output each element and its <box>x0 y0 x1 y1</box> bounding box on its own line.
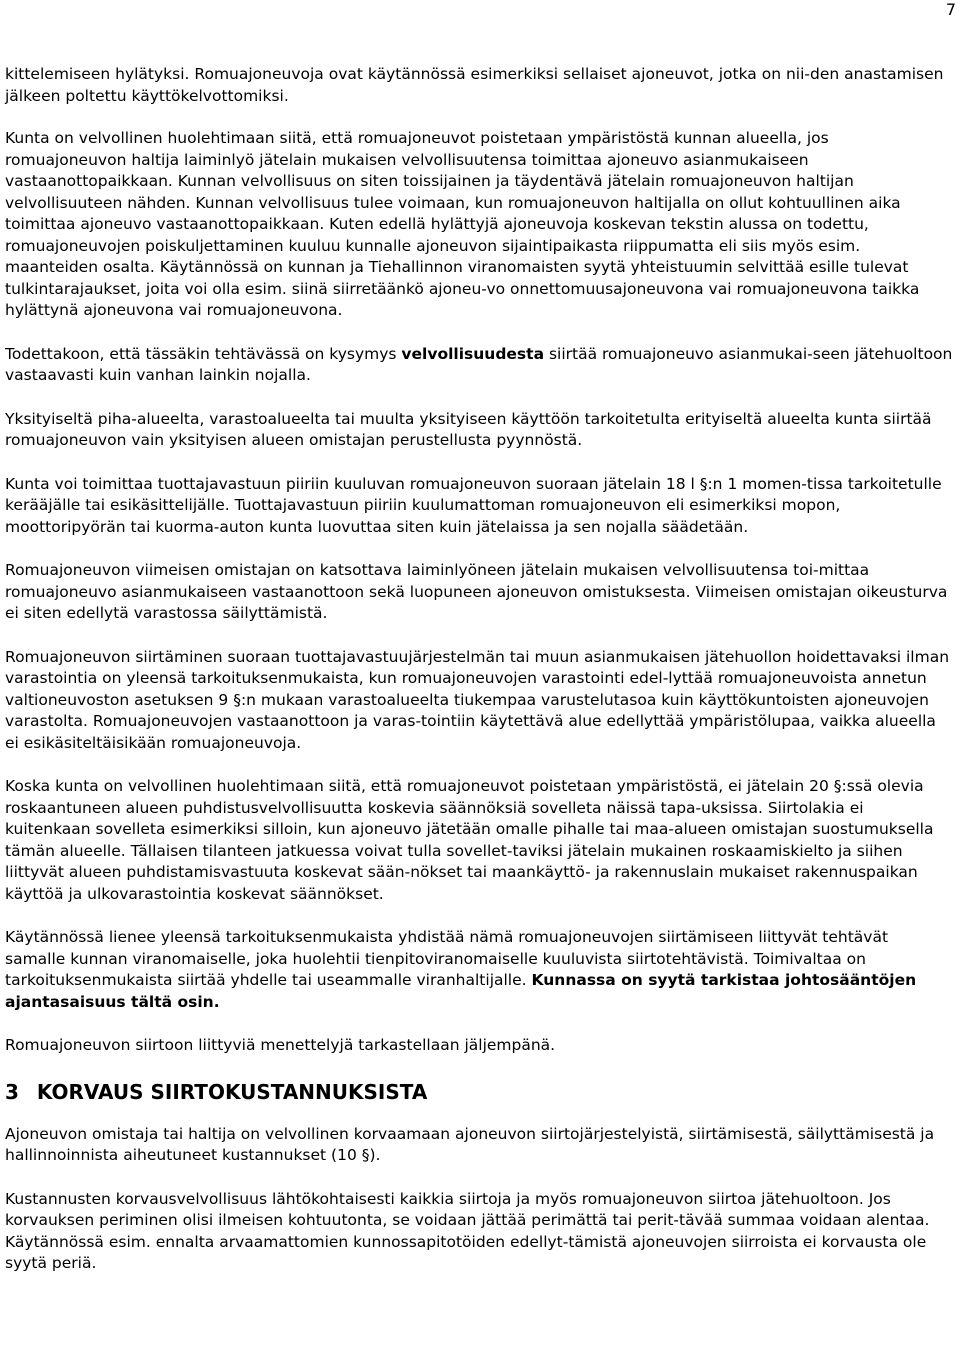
paragraph-text: Romuajoneuvon viimeisen omistajan on katsottava laiminlyöneen jätelain mukaisen velvollisuutensa toi-mittaa romuajoneuvo asianmukaiseen vastaanottoon sekä luopuneen ajoneuvon omistuksesta. Viimeisen omistajan oikeusturva ei siten edellytä varastossa säilyttämistä. <box>5 561 948 622</box>
paragraph <box>5 474 953 539</box>
paragraph <box>5 1035 953 1057</box>
paragraph-text: Romuajoneuvon siirtoon liittyviä menettelyjä tarkastellaan jäljempänä. <box>5 1036 556 1054</box>
paragraph-text: Kustannusten korvausvelvollisuus lähtökohtaisesti kaikkia siirtoja ja myös romuajoneuvon siirtoa jätehuoltoon. Jos korvauksen periminen olisi ilmeisen kohtuutonta, se voidaan jättää perimättä tai perit-tävää summaa voidaan alentaa. Käytännössä esim. ennalta arvaamattomien kunnossapitotöiden edellyt-tämistä ajoneuvojen siirroista ei korvausta ole syytä periä. <box>5 1189 930 1272</box>
emphasis-text: velvollisuudesta <box>401 344 545 363</box>
paragraph <box>5 1124 953 1167</box>
paragraph-text: Käytännössä lienee yleensä tarkoituksenmukaista yhdistää nämä romuajoneuvojen siirtämiseen liittyvät tehtävät samalle kunnan viranomaiselle, joka huolehtii tienpitoviranomaiselle kuuluvista siirtotehtävistä. Toimivaltaa on tarkoituksenmukaista siirtää yhdelle tai useammalle viranhaltijalle. <box>5 928 889 989</box>
emphasis-text: Kunnassa on syytä tarkistaa johtosääntöjen ajantasaisuus tältä osin. <box>5 971 917 1011</box>
paragraph-text: Todettakoon, että tässäkin tehtävässä on kysymys <box>5 344 402 363</box>
paragraph-text: siirtää romuajoneuvo asianmukai-seen jätehuoltoon vastaavasti kuin vanhan lainkin nojalla. <box>5 344 953 384</box>
paragraph <box>5 560 953 625</box>
paragraph-text: Koska kunta on velvollinen huolehtimaan siitä, että romuajoneuvot poistetaan ympäristöstä, ei jätelain 20 §:ssä olevia roskaantuneen alueen puhdistusvelvollisuutta koskevia säännöksiä sovelleta näissä tapa-uksissa. Siirtolakia ei kuitenkaan sovelleta esimerkiksi silloin, kun ajoneuvo jätetään omalle pihalle tai maa-alueen omistajan suostumuksella tämän alueelle. Tällaisen tilanteen jatkuessa voivat tulla sovellet-taviksi jätelain mukainen roskaamiskielto ja siihen liittyvät alueen puhdistamisvastuuta koskevat sään-nökset tai maankäyttö- ja rakennuslain mukaiset rakennuspaikan käyttöä ja ulkovarastointia koskevat säännökset. <box>5 777 934 903</box>
paragraph-text: Romuajoneuvon siirtäminen suoraan tuottajavastuujärjestelmän tai muun asianmukaisen jätehuollon hoidettavaksi ilman varastointia on yleensä tarkoituksenmukaista, kun romuajoneuvojen varastointi edel-lyttää romuajoneuvoista annetun valtioneuvoston asetuksen 9 §:n mukaan varastoalueelta tiukempaa varustelutasoa kuin käyttökuntoisten ajoneuvojen varastolta. Romuajoneuvojen vastaanottoon ja varas-tointiin käytettävä alue edellyttää ympäristölupaa, vaikka alueella ei esikäsiteltäisikään romuajoneuvoja. <box>5 647 950 752</box>
paragraph-text: Yksityiseltä piha-alueelta, varastoalueelta tai muulta yksityiseen käyttöön tarkoitetulta erityiseltä alueelta kunta siirtää romuajoneuvon vain yksityisen alueen omistajan perustellusta pyynnöstä. <box>5 409 932 449</box>
section-title: KORVAUS SIIRTOKUSTANNUKSISTA <box>36 1079 428 1104</box>
paragraph <box>5 409 953 452</box>
page-number: 7 <box>945 0 956 19</box>
paragraph <box>5 1189 953 1275</box>
section-number: 3 <box>5 1079 19 1104</box>
paragraph <box>5 344 953 387</box>
paragraph <box>5 776 953 905</box>
paragraph-text: Kunta voi toimittaa tuottajavastuun piiriin kuuluvan romuajoneuvon suoraan jätelain 18 l §:n 1 momen-tissa tarkoitetulle kerääjälle tai esikäsittelijälle. Tuottajavastuun piiriin kuulumattoman romuajoneuvon eli esimerkiksi mopon, moottoripyörän tai kuorma-auton kunta luovuttaa siten kuin jätelaissa ja sen nojalla säädetään. <box>5 474 942 536</box>
paragraph-text: kittelemiseen hylätyksi. Romuajoneuvoja ovat käytännössä esimerkiksi sellaiset ajoneuvot, jotka on nii-den anastamisen jälkeen poltettu käyttökelvottomiksi. <box>5 65 944 105</box>
paragraph <box>5 927 953 1013</box>
paragraph-text: Kunta on velvollinen huolehtimaan siitä, että romuajoneuvot poistetaan ympäristöstä kunnan alueella, jos romuajoneuvon haltija laiminlyö jätelain mukaisen velvollisuutensa toimittaa ajoneuvo asianmukaiseen vastaanottopaikkaan. Kunnan velvollisuus on siten toissijainen ja täydentävä jätelain romuajoneuvon haltijan velvollisuuteen nähden. Kunnan velvollisuus tulee voimaan, kun romuajoneuvon haltijalla on ollut kohtuullinen aika toimittaa ajoneuvo vastaanottopaikkaan. Kuten edellä hylättyjä ajoneuvoja koskevan tekstin alussa on todettu, romuajoneuvojen poiskuljettaminen kuuluu kunnalle ajoneuvon sijaintipaikasta riippumatta eli siis myös esim. maanteiden osalta. Käytännössä on kunnan ja Tiehallinnon viranomaisten syytä yhteistuumin selvittää esille tulevat tulkintarajaukset, joita voi olla esim. siinä siirretäänkö ajoneu-vo onnettomuusajoneuvona vai romuajoneuvona taikka hylättynä ajoneuvona vai romuajoneuvona. <box>5 129 920 319</box>
paragraph-text: Ajoneuvon omistaja tai haltija on velvollinen korvaamaan ajoneuvon siirtojärjestelyistä, siirtämisestä, säilyttämisestä ja hallinnoinnista aiheutuneet kustannukset (10 §). <box>5 1124 935 1164</box>
paragraph <box>5 128 953 322</box>
document-body <box>5 64 953 1297</box>
paragraph <box>5 64 953 107</box>
section-heading <box>5 1079 953 1105</box>
paragraph <box>5 647 953 755</box>
